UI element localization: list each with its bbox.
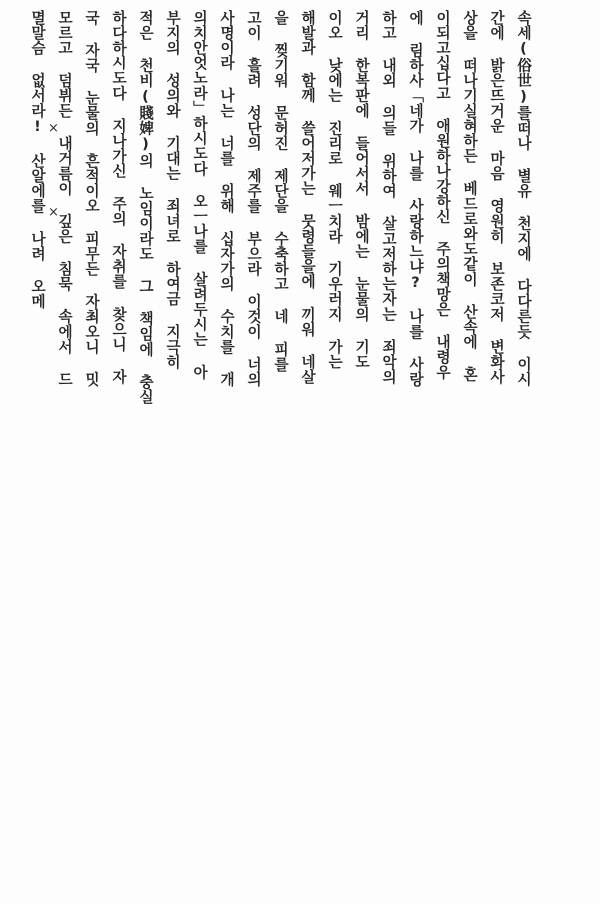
cross-mark: × [48, 205, 59, 220]
text-column: 상을 떠나기실혀하든 베드로와도같이 산속에 혼 [461, 10, 478, 382]
text-column: 이오 낮에는 진리로 웨ㅡ치라 기우러지 가는 [326, 10, 343, 370]
text-column: 고이 흘려 성단의 제주를 부으라 이것이 너의 [245, 10, 262, 387]
text-column: 국 자국 눈물의 흔적이오 피무든 자최오니 밋 [83, 10, 100, 387]
text-column: 을 찢기워 문허진 제단을 수축하고 네 피를 [272, 10, 289, 372]
text-column: 의치안엇노라」하시도다 오ㅡ나를 살려두시는 아 [191, 10, 208, 380]
cross-mark: × [48, 121, 59, 136]
text-column: 속세(俗世)를떠나 별유 천지에 다다른듯 이시 [515, 10, 532, 387]
text-column: 하다하시도다 지나가신 주의 자취를 찾으니 자 [110, 10, 127, 385]
text-column: 부지의 성의와 기대는 죄녀로 하여금 지극히 [164, 10, 181, 370]
text-column: 멸말슴 없서라! 산알에를 나려 오메 [29, 10, 46, 309]
text-column: 사명이라 나는 너를 위해 십자가의 수치를 개 [218, 10, 235, 387]
text-column: 거리 한복판에 들어서서 밤에는 눈물의 기도 [353, 10, 370, 370]
text-column: 모르고 덤뷔든 내거름이 깊은 침묵 속에서 드 [56, 10, 73, 387]
text-column: 하고 내외 의들 위하여 살고저하는자는 죄악의 [380, 10, 397, 385]
text-column: 에 림하사「네가 나를 사랑하느냐? 나를 사랑 [407, 10, 424, 387]
text-column: 해발과 함께 쓸어저가는 뭇령들을에 끼워 네살 [299, 10, 316, 385]
text-column: 간에 밝은뜨거운 마음 영원히 보존코저 변화사 [488, 10, 505, 385]
text-column: 이되고십다고 애원하나강하신 주의책망은 내령우 [434, 10, 451, 380]
section-marks [40, 118, 80, 228]
text-column: 적은 천비(賤婢)의 노임이라도 그 책임에 충실 [137, 10, 154, 405]
vertical-text-block [23, 10, 536, 440]
